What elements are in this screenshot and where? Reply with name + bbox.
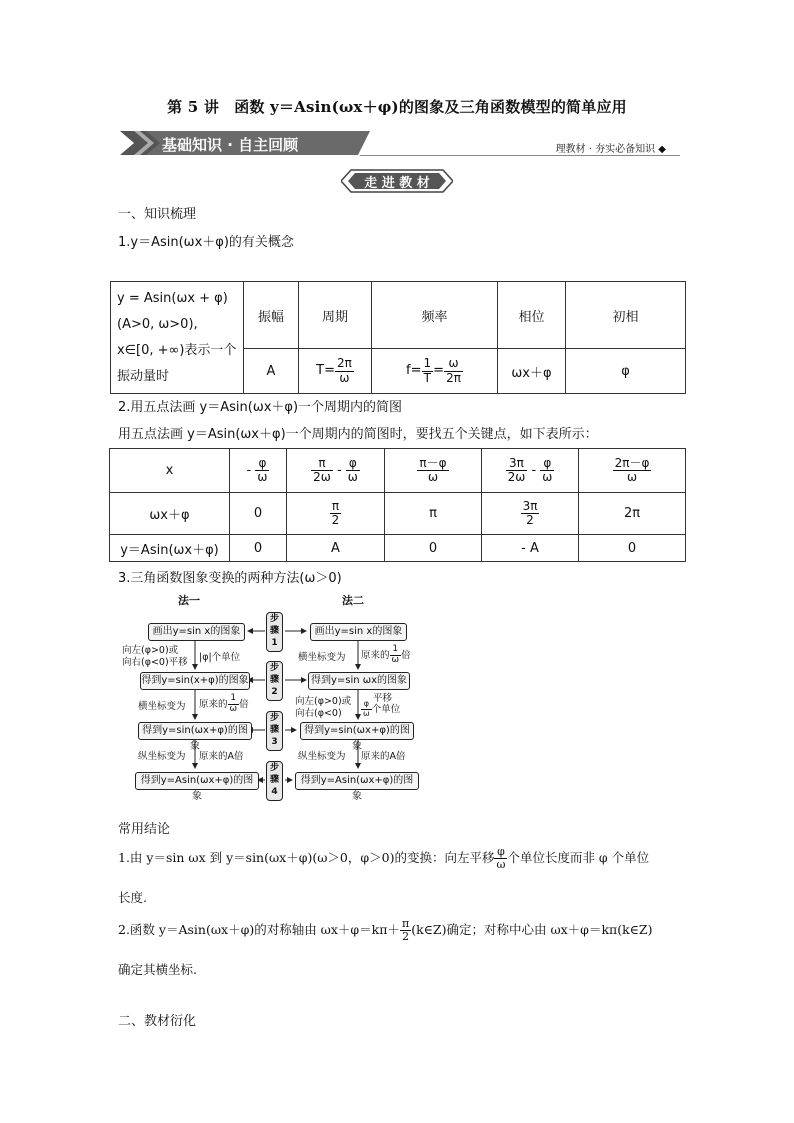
amplitude-value: A [244, 349, 299, 394]
m2-box-3: 得到y=sin(ωx+φ)的图象 [300, 722, 414, 740]
m2-label-2d: $\frac{\varphi}{\omega}$ 个单位 [363, 699, 401, 718]
conclusion-1-cont: 长度. [118, 890, 147, 905]
item-2-heading: 2.用五点法画 y＝Asin(ωx＋φ)一个周期内的简图 [118, 400, 403, 415]
initial-phase-value: φ [566, 349, 686, 394]
step-2: 步骤2 [266, 661, 283, 701]
diamond-icon: ◆ [658, 144, 666, 155]
banner-label: 基础知识 · 自主回顾 [162, 136, 299, 154]
row-label-wx: ωx＋φ [110, 493, 230, 535]
m2-label-1a: 横坐标变为 [298, 652, 346, 663]
step-1: 步骤1 [266, 612, 283, 652]
header-frequency: 频率 [372, 282, 498, 349]
m2-box-2: 得到y=sin ωx的图象 [308, 672, 410, 690]
conclusion-1: 1.由 y＝sin ωx 到 y＝sin(ωx＋φ)(ω＞0，φ＞0)的变换：向左平移 $\frac{\varphi}{\omega}$ 个单位长度而非 φ 个单位 [118, 845, 650, 872]
header-phase: 相位 [498, 282, 566, 349]
common-conclusions-heading: 常用结论 [118, 822, 171, 837]
x-cell-3: $\frac{\pi-\varphi}{\omega}$ [385, 449, 482, 493]
banner-rule [360, 155, 680, 156]
x-cell-1: - $\frac{\varphi}{\omega}$ [230, 449, 287, 493]
item-3-heading: 3.三角函数图象变换的两种方法(ω＞0) [118, 571, 342, 586]
m1-box-4: 得到y=Asin(ωx+φ)的图象 [135, 772, 259, 790]
wx-cell-3: π [385, 493, 482, 535]
header-initial-phase: 初相 [566, 282, 686, 349]
wx-cell-1: 0 [230, 493, 287, 535]
row-label-y: y＝Asin(ωx＋φ) [110, 535, 230, 562]
section-heading-1: 一、知识梳理 [118, 207, 197, 222]
m2-label-2b: 向右(φ<0) [295, 708, 342, 719]
five-point-table [109, 448, 686, 562]
m1-box-3: 得到y=sin(ωx+φ)的图象 [138, 722, 252, 740]
period-value: T= $\frac{2\pi}{\omega}$ [299, 349, 372, 394]
concept-desc: y = Asin(ωx + φ)(A>0, ω>0), x∈[0, +∞)表示一个振动量时 [111, 282, 244, 394]
item-1-heading: 1.y＝Asin(ωx＋φ)的有关概念 [118, 235, 294, 250]
section-heading-2: 二、教材衍化 [118, 1014, 197, 1029]
method-2-label: 法二 [342, 594, 364, 607]
x-cell-2: $\frac{\pi}{2\omega}$ - $\frac{\varphi}{\omega}$ [287, 449, 385, 493]
page-title: 第 5 讲 函数 y＝Asin(ωx＋φ)的图象及三角函数模型的简单应用 [167, 98, 627, 116]
m1-box-1: 画出y=sin x的图象 [148, 623, 245, 641]
m2-label-3a: 纵坐标变为 [298, 751, 346, 762]
pill-label: 走 进 教 材 [364, 176, 430, 191]
wx-cell-5: 2π [579, 493, 686, 535]
header-amplitude: 振幅 [244, 282, 299, 349]
m1-label-1c: |φ|个单位 [199, 652, 241, 663]
header-period: 周期 [299, 282, 372, 349]
y-cell-2: A [287, 535, 385, 562]
step-4: 步骤4 [266, 761, 283, 801]
method-1-label: 法一 [178, 594, 200, 607]
conclusion-2: 2.函数 y＝Asin(ωx＋φ)的对称轴由 ωx＋φ＝kπ＋ $\frac{\pi}{2}$ (k∈Z)确定；对称中心由 ωx＋φ＝kπ(k∈Z) [118, 917, 653, 944]
m2-label-2a: 向左(φ>0)或 [295, 696, 352, 707]
m1-label-2b: 原来的 $\frac{1}{\omega}$ 倍 [199, 693, 249, 714]
m2-box-4: 得到y=Asin(ωx+φ)的图象 [295, 772, 419, 790]
y-cell-5: 0 [579, 535, 686, 562]
m1-label-3a: 纵坐标变为 [138, 751, 186, 762]
x-cell-5: $\frac{2\pi-\varphi}{\omega}$ [579, 449, 686, 493]
m1-box-2: 得到y=sin(x+φ)的图象 [140, 672, 250, 690]
conclusion-2-cont: 确定其横坐标. [118, 962, 197, 977]
row-label-x: x [110, 449, 230, 493]
y-cell-4: - A [482, 535, 579, 562]
x-cell-4: $\frac{3\pi}{2\omega}$ - $\frac{\varphi}{\omega}$ [482, 449, 579, 493]
transform-flowchart [122, 590, 430, 808]
m1-label-3b: 原来的A倍 [199, 751, 244, 762]
step-3: 步骤3 [266, 711, 283, 751]
item-2-text: 用五点法画 y＝Asin(ωx＋φ)一个周期内的简图时，要找五个关键点，如下表所示： [118, 427, 598, 442]
m1-label-2a: 横坐标变为 [138, 701, 186, 712]
y-cell-3: 0 [385, 535, 482, 562]
concept-table [110, 281, 686, 394]
banner-right-text: 理教材 · 夯实必备知识 ◆ [555, 144, 666, 155]
m2-box-1: 画出y=sin x的图象 [310, 623, 407, 641]
phase-value: ωx＋φ [498, 349, 566, 394]
m1-label-1a: 向左(φ>0)或 [122, 645, 179, 656]
frequency-value: f= $\frac{1}{T}$ = $\frac{\omega}{2\pi}$ [372, 349, 498, 394]
y-cell-1: 0 [230, 535, 287, 562]
m2-label-1b: 原来的 $\frac{1}{\omega}$ 倍 [361, 644, 411, 665]
m2-label-3b: 原来的A倍 [361, 751, 406, 762]
wx-cell-4: $\frac{3\pi}{2}$ [482, 493, 579, 535]
m1-label-1b: 向右(φ<0)平移 [122, 657, 188, 668]
m2-label-2c: 平移 [373, 693, 393, 704]
wx-cell-2: $\frac{\pi}{2}$ [287, 493, 385, 535]
